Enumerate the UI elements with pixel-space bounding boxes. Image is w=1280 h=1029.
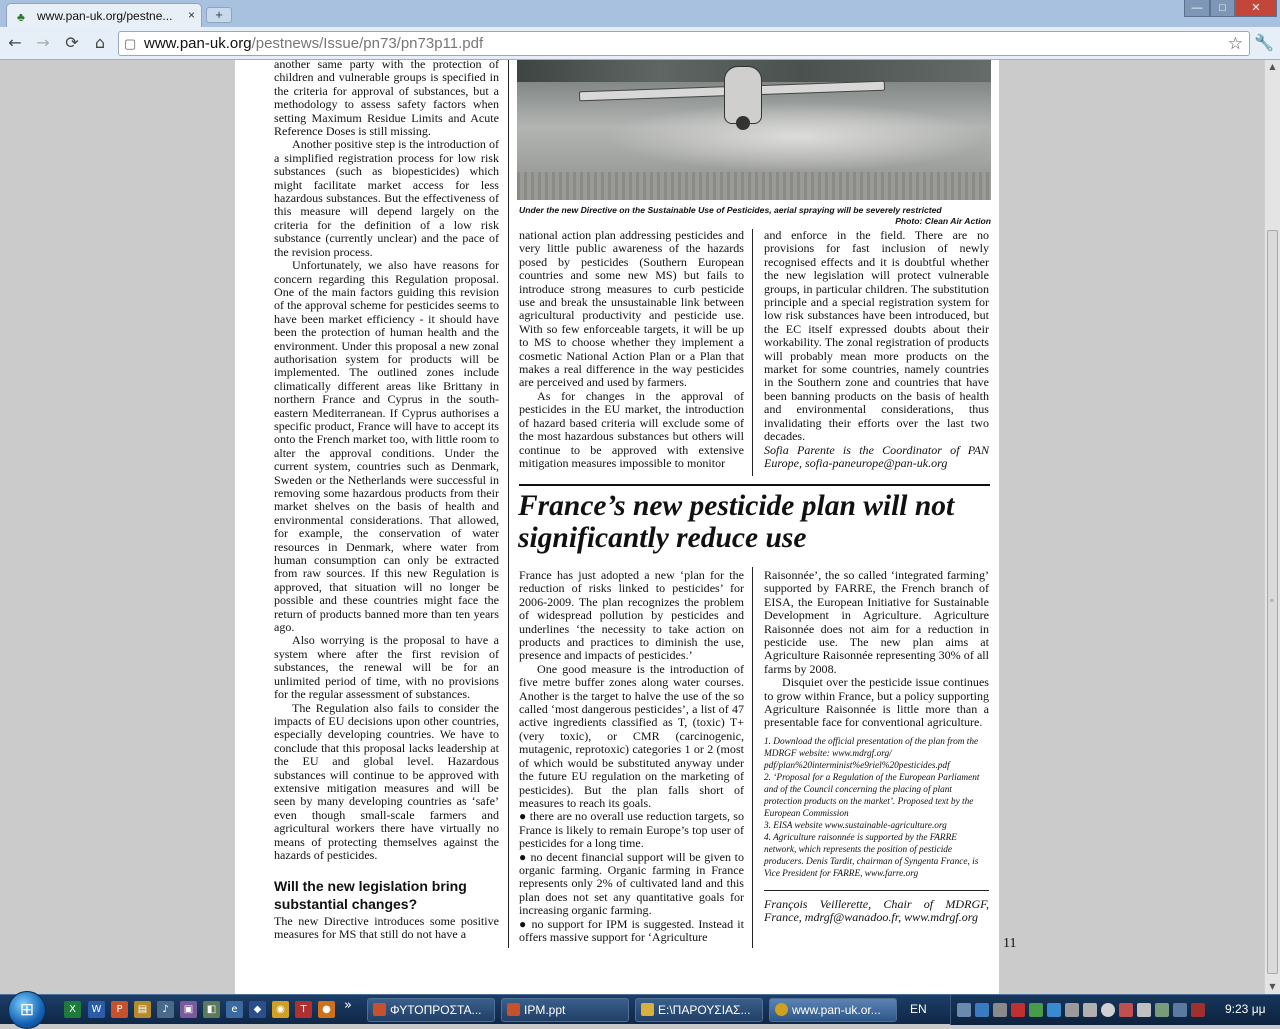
app-icon[interactable]: ◧ (203, 1001, 220, 1018)
folder-icon (641, 1003, 654, 1016)
tray-icon[interactable] (1029, 1003, 1043, 1017)
paragraph: national action plan addressing pesticides and very little public awareness of the hazards posed by pesticides (Southern European countries and some new MS) but fails to introduce strong measures to curb pesticide use and break the unsustainable link between agricultural productivity and pesticide use. With so few enforceable targets, it will be up to MS to choose whether they implement a cosmetic National Action Plan or a Plan that makes a real difference in the way pesticides are perceived and used by farmers. (519, 228, 744, 390)
scroll-up-icon[interactable]: ▲ (1269, 62, 1276, 71)
pdf-viewport[interactable] (0, 60, 1264, 994)
pan-uk-favicon: ♣ (17, 10, 25, 24)
footnote: 3. EISA website www.sustainable-agriculture.org (764, 820, 947, 831)
article2-column2 (764, 569, 989, 925)
tray-icon[interactable] (1011, 1003, 1025, 1017)
system-clock[interactable]: 9:23 μμ (1225, 1002, 1266, 1016)
maximize-button[interactable]: □ (1210, 0, 1235, 17)
plane-propeller (736, 116, 750, 130)
bullet-item: ● no decent financial support will be given to organic farming. Organic farming in France represents only 2% of cultivated land and this plan does not set any quantitative goals for increasing organic farming. (519, 849, 744, 918)
paragraph: Raisonnée’, the so called ‘integrated farming’ supported by FARRE, the French branch of EISA, the European Initiative for Sustainable Development in Agriculture. Agriculture Raisonnée does not aim for a reduction in pesticide use. The new plan aims at Agriculture Raisonnée representing 30% of all farms by 2008. (764, 568, 989, 676)
navigation-toolbar (0, 27, 1280, 60)
tray-icon[interactable] (1191, 1003, 1205, 1017)
close-window-button[interactable]: ✕ (1235, 0, 1277, 17)
paragraph: and enforce in the field. There are no provisions for fast inclusion of newly recognised effects and it is doubtful whether the new legislation will protect vulnerable groups, in particular children. The substitution principle and a special registration system for low risk substances have been introduced, but the EC itself expressed doubts about their workability. The zonal registration of products will probably mean more products on the market for some countries, namely countries in the Southern zone and countries that have been banning products on the basis of health and environmental considerations, thus invalidating their efforts over the last two decades. (764, 228, 989, 444)
paragraph: France has just adopted a new ‘plan for the reduction of risks linked to pesticides’ for 2006-2009. The plan recognizes the problem of widespread pollution by pesticides and underlines ‘the necessity to take action on products and practices to diminish the use, presence and impacts of pesticides.’ (519, 568, 744, 663)
column-divider (508, 60, 509, 948)
article1-column3 (764, 229, 989, 470)
article-separator (519, 484, 990, 486)
tray-icon[interactable] (1101, 1003, 1115, 1017)
footnote: 2. ‘Proposal for a Regulation of the European Parliament and of the Council concerning the placing of plant protection products on the market’. Proposed text by the European Commission (764, 772, 980, 819)
pdf-page (235, 60, 1017, 994)
ie-icon[interactable]: e (226, 1001, 243, 1018)
paragraph: Unfortunately, we also have reasons for concern regarding this Regulation proposal. One of the main factors guiding this revision of the approval scheme for pesticides seems to have been market efficiency - it should have been the protection of human health and the environment. Under this proposal a new zonal authorisation system for products will be implemented. The outlined zones include climatically different areas like Brittany in northern France and Cyprus in the south-eastern Mediterranean. If Cyprus authorises a specific product, France will have to accept its onto the French market too, with little room to alter the approval conditions. Under the current system, countries such as Denmark, Sweden or the Netherlands were successful in removing some hazardous products from their market shelves on the basis of health and environmental considerations. That allowed, for example, the conservation of water resources in Denmark, where water from human consumption can only be extracted from raw sources. If this new Regulation is approved, that situation will no longer be possible and these countries might face the return of products banned more than ten years ago. (274, 258, 499, 635)
article1-column2 (519, 229, 744, 470)
media-icon[interactable]: ▣ (180, 1001, 197, 1018)
url-domain: www.pan-uk.org (144, 35, 252, 52)
word-icon[interactable]: W (88, 1001, 105, 1018)
footnotes (764, 736, 989, 880)
address-bar[interactable] (118, 31, 1250, 56)
field-ground (517, 172, 991, 200)
tools-icon[interactable]: ♪ (157, 1001, 174, 1018)
tray-icon[interactable] (1047, 1003, 1061, 1017)
taskbar-button-chrome[interactable] (769, 998, 897, 1022)
taskbar-button-label: ΦΥΤΟΠΡΟΣΤΑ... (390, 1003, 482, 1017)
new-tab-button[interactable]: + (206, 7, 232, 23)
paragraph: One good measure is the introduction of five metre buffer zones along water courses. Another is the target to halve the use of the so called ‘most dangerous pesticides’, a list of 47 active ingredients classified as T, (toxic) T+ (very toxic), or CMR (carcinogenic, mutagenic, reprotoxic) categories 1 or 2 (most of which would be substituted anyway under the future EU regulation on the marketing of pesticides). But the plan falls short of measures to reach its goals. (519, 661, 744, 810)
tab-title: www.pan-uk.org/pestne... (37, 9, 173, 23)
subheading: Will the new legislation bring substantial changes? (274, 878, 467, 912)
minimize-button[interactable]: — (1184, 0, 1210, 17)
taskbar-button-ipm[interactable] (501, 998, 629, 1022)
taskbar-button-label: IPM.ppt (524, 1003, 566, 1017)
home-button[interactable]: ⌂ (94, 33, 106, 52)
taskbar-button-folder[interactable] (635, 998, 763, 1022)
bullet-item: ● there are no overall use reduction targets, so France is likely to remain Europe’s top user of pesticides for a long time. (519, 809, 744, 851)
url-path: /pestnews/Issue/pn73/pn73p11.pdf (251, 35, 484, 52)
caption-text: Under the new Directive on the Sustainable Use of Pesticides, aerial spraying will be severely restricted (519, 205, 942, 215)
tab-close-icon[interactable]: × (187, 8, 195, 22)
forward-button[interactable]: → (36, 33, 50, 52)
tray-icon[interactable] (975, 1003, 989, 1017)
taskbar-button-label: E:\ΠΑΡΟΥΣΙΑΣ... (658, 1003, 751, 1017)
tray-icon[interactable] (1065, 1003, 1079, 1017)
spray-mist (607, 102, 987, 172)
explorer-icon[interactable]: ▤ (134, 1001, 151, 1018)
scroll-grip-icon: ≡ (1270, 597, 1274, 605)
tab-strip (0, 0, 1280, 27)
paragraph: The Regulation also fails to consider the impacts of EU decisions upon other countries, especially developing countries. We have to conclude that this proposal lacks leadership at the EU and global level. Hazardous substances will continue to be approved with extensive mitigation measures and will be seen by many developing countries as ‘safe’ even though small-scale farmers and agricultural workers there have virtually no means of protecting themselves against the hazards of pesticides. (274, 700, 499, 862)
paragraph: another same party with the protection of children and vulnerable groups is specified in the criteria for approval of substances, but a methodology to assess safety factors when setting Maximum Residue Limits and Acute Reference Doses is still missing. (274, 60, 499, 139)
scroll-down-icon[interactable]: ▼ (1269, 982, 1276, 991)
powerpoint-icon[interactable]: P (111, 1001, 128, 1018)
taskbar-button-label: www.pan-uk.or... (792, 1003, 881, 1017)
article1-column1 (274, 60, 499, 941)
footnote: 4. Agriculture raisonnée is supported by the FARRE network, which represents the position of pesticide producers. Denis Tardit, chairman of Syngenta France, is Vice President for FARRE, www.farre.org (764, 832, 979, 879)
article2-column1 (519, 569, 744, 944)
taskbar-button-word-doc[interactable] (367, 998, 495, 1022)
tray-icon[interactable] (1155, 1003, 1169, 1017)
firefox-icon[interactable]: ● (318, 1001, 335, 1018)
start-button[interactable]: ⊞ (8, 991, 46, 1029)
browser-chrome (0, 0, 1280, 60)
photo-caption (519, 205, 991, 227)
chrome-icon (775, 1003, 788, 1016)
browser-tab[interactable] (6, 3, 202, 27)
volume-icon[interactable] (1137, 1003, 1151, 1017)
vertical-scrollbar[interactable] (1264, 60, 1280, 994)
photo-credit: Photo: Clean Air Action (895, 216, 991, 226)
aerial-spraying-photo (517, 60, 991, 200)
footnote: 1. Download the official presentation of the plan from the MDRGF website: www.mdrgf.org/ pdf/plan%20interminist%e9riel%20pesticides.pdf (764, 736, 979, 771)
reload-button[interactable]: ⟳ (65, 33, 79, 52)
excel-icon[interactable]: X (64, 1001, 81, 1018)
bookmark-star-icon[interactable]: ☆ (1227, 34, 1243, 53)
tray-icon[interactable] (957, 1003, 971, 1017)
paragraph: The new Directive introduces some positive measures for MS that still do not have a (274, 913, 499, 941)
author-byline: Sofia Parente is the Coordinator of PAN Europe, sofia-paneurope@pan-uk.org (764, 442, 989, 470)
author-signature: François Veillerette, Chair of MDRGF, France, mdrgf@wanadoo.fr, www.mdrgf.org (764, 890, 989, 925)
chrome-icon[interactable]: ◉ (272, 1001, 289, 1018)
overflow-chevron-icon[interactable]: » (344, 998, 352, 1013)
tray-icon[interactable] (1083, 1003, 1097, 1017)
column-divider (752, 229, 753, 476)
tray-icon[interactable] (993, 1003, 1007, 1017)
pin-icon[interactable]: ◆ (249, 1001, 266, 1018)
article2-headline: France’s new pesticide plan will not significantly reduce use (518, 490, 955, 554)
back-button[interactable]: ← (8, 33, 22, 52)
network-icon[interactable] (1173, 1003, 1187, 1017)
paragraph: As for changes in the approval of pesticides in the EU market, the introduction of hazard based criteria will exclude some of the most hazardous substances but others will continue to be approved with extensive mitigation measures impossible to monitor (519, 388, 744, 470)
language-indicator[interactable]: EN (910, 1002, 927, 1016)
paragraph: Also worrying is the proposal to have a system where after the first revision of substances, the renewal will be for an unlimited period of time, with no provisions for the regular assessment of substances. (274, 633, 499, 702)
document-icon (373, 1003, 386, 1016)
page-icon: ▢ (124, 36, 137, 51)
ppt-icon (507, 1003, 520, 1016)
page-number: 11 (1003, 936, 1017, 951)
windows-taskbar (0, 994, 1280, 1024)
wrench-menu-icon[interactable]: 🔧 (1254, 33, 1274, 52)
paragraph: Disquiet over the pesticide issue continues to grow within France, but a policy supporting Agriculture Raisonnée is little more than a presentable face for conventional agriculture. (764, 675, 989, 730)
column-divider (752, 567, 753, 948)
acrobat-icon[interactable]: T (295, 1001, 312, 1018)
tray-icon[interactable] (1119, 1003, 1133, 1017)
paragraph: Another positive step is the introduction of a simplified registration process for low risk substances (such as biopesticides) which might facilitate market access for less hazardous substances. But the effectiveness of this measure will depend largely on the criteria for the definition of a low risk substance (currently unclear) and the pace of the revision process. (274, 137, 499, 259)
bullet-item: ● no support for IPM is suggested. Instead it offers massive support for ‘Agriculture (519, 916, 744, 944)
